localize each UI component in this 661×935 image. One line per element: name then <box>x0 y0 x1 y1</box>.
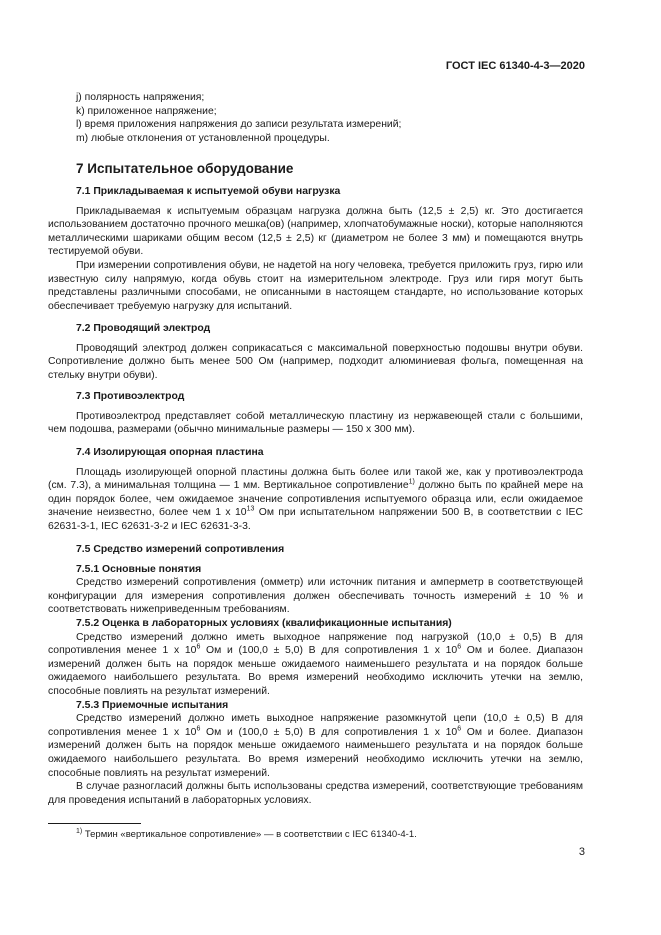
paragraph: Средство измерений сопротивления (омметр) или источник питания и амперметр в соответствующей конфигурации для измерения сопротивления должен обеспечивать точность измерений ± 10 % и соответствовать нижеприведенным требованиям. <box>48 577 583 616</box>
footnote-divider <box>48 823 141 824</box>
subsection-heading: 7.5.2 Оценка в лабораторных условиях (квалификационные испытания) <box>76 617 452 629</box>
page-number: 3 <box>578 846 585 858</box>
subsection-heading: 7.2 Проводящий электрод <box>76 323 211 334</box>
footnote-ref: 1) <box>408 478 415 486</box>
list <box>48 91 583 145</box>
section-7-5 <box>48 543 583 807</box>
section-heading: 7 Испытательное оборудование <box>76 161 294 176</box>
footnote <box>76 828 417 842</box>
paragraph <box>48 631 583 699</box>
paragraph <box>48 712 583 780</box>
paragraph: В случае разногласий должны быть использованы средства измерений, соответствующие требованиям для проведения испытаний в лабораторных условиях. <box>48 781 583 806</box>
text-run: Ом и более. Диапазон измерений должен быть на порядок меньше ожидаемого наименьшего результата и на порядок больше ожидаемого наибольшего результата. Во время измерений необходимо исключить утечки на землю, способные повлиять на результат измерений. <box>48 645 583 697</box>
text-run: Площадь изолирующей опорной пластины должна быть более или такой же, как у противоэлектрода (см. 7.3), а минимальная толщина — 1 мм. Вертикальное сопротивление <box>48 466 583 492</box>
exponent: 13 <box>246 505 255 513</box>
section-7-1 <box>48 185 583 313</box>
document-header: ГОСТ IEC 61340-4-3—2020 <box>445 60 585 72</box>
subsection-heading: 7.5 Средство измерений сопротивления <box>76 544 285 555</box>
text-run: Ом и (100,0 ± 5,0) В для сопротивления 1 х 10 <box>200 645 458 657</box>
paragraph: Противоэлектрод представляет собой металлическую пластину из нержавеющей стали с большими, чем подошва, размерами (обычно минимальные размеры — 150 х 300 мм). <box>48 410 583 436</box>
list-item: m) любые отклонения от установленной процедуры. <box>76 132 330 144</box>
text-run: Средство измерений должно иметь выходное напряжение разомкнутой цепи (10,0 ± 0,5) В для сопротивления менее 1 х 10 <box>48 713 583 738</box>
paragraph: Прикладываемая к испытуемым образцам нагрузка должна быть (12,5 ± 2,5) кг. Это достигается использованием достаточно прочного мешка(ов) (например, хлопчатобумажные носки), которые наполняются металлическими шариками общим весом (12,5 ± 2,5) кг (диаметром не более 3 мм) и помещаются внутрь тестируемой обуви. <box>48 205 583 258</box>
exponent: 6 <box>196 725 201 733</box>
exponent: 6 <box>196 643 201 651</box>
text-run: должно быть по крайней мере на один порядок более, чем ожидаемое значение сопротивления испытуемого образца или, если ожидаемое значение неизвестно, более чем 1 х 10 <box>48 480 583 519</box>
subsection-heading: 7.1 Прикладываемая к испытуемой обуви нагрузка <box>76 186 341 197</box>
section-7-2 <box>48 322 583 382</box>
subsection-heading: 7.3 Противоэлектрод <box>76 391 185 402</box>
text-run: Ом и более. Диапазон измерений должен быть на порядок меньше ожидаемого наименьшего результата и на порядок больше ожидаемого наибольшего результата. Во время измерений необходимо исключить утечки на землю, способные повлиять на результат измерений. <box>48 726 583 779</box>
exponent: 6 <box>457 725 462 733</box>
footnote-mark: 1) <box>76 827 83 835</box>
list-item: j) полярность напряжения; <box>76 92 205 103</box>
text-run: Ом при испытательном напряжении 500 В, в соответствии с IEC 62631-3-1, IEC 62631-3-2 и IEC 62631-3-3. <box>48 507 583 532</box>
list-item: l) время приложения напряжения до записи результата измерений; <box>76 119 402 131</box>
exponent: 6 <box>457 643 462 651</box>
section-7-3 <box>48 390 583 437</box>
text-run: Средство измерений должно иметь выходное напряжение под нагрузкой (10,0 ± 0,5) В для сопротивления менее 1 х 10 <box>48 631 583 657</box>
paragraph <box>48 466 583 534</box>
list-item: k) приложенное напряжение; <box>76 105 217 117</box>
paragraph: При измерении сопротивления обуви, не надетой на ногу человека, требуется приложить груз, гирю или известную силу напрямую, когда обувь стоит на измерительном электроде. Груз или гиря могут быть представлены различными способами, не описанными в настоящем стандарте, но использование которых обеспечивает требуемую нагрузку для испытаний. <box>48 259 583 312</box>
paragraph: Проводящий электрод должен соприкасаться с максимальной поверхностью подошвы внутри обуви. Сопротивление должно быть менее 500 Ом (например, подходит алюминиевая фольга, помещенная на стельку внутри обуви). <box>48 342 583 381</box>
text-run: Ом и (100,0 ± 5,0) В для сопротивления 1 х 10 <box>200 726 458 738</box>
footnote-text: Термин «вертикальное сопротивление» — в соответствии с IEC 61340-4-1. <box>82 829 417 840</box>
subsection-heading: 7.4 Изолирующая опорная пластина <box>76 447 264 458</box>
subsection-heading: 7.5.1 Основные понятия <box>76 563 202 575</box>
subsection-heading: 7.5.3 Приемочные испытания <box>76 699 229 711</box>
section-7 <box>48 162 583 176</box>
section-7-4 <box>48 446 583 534</box>
